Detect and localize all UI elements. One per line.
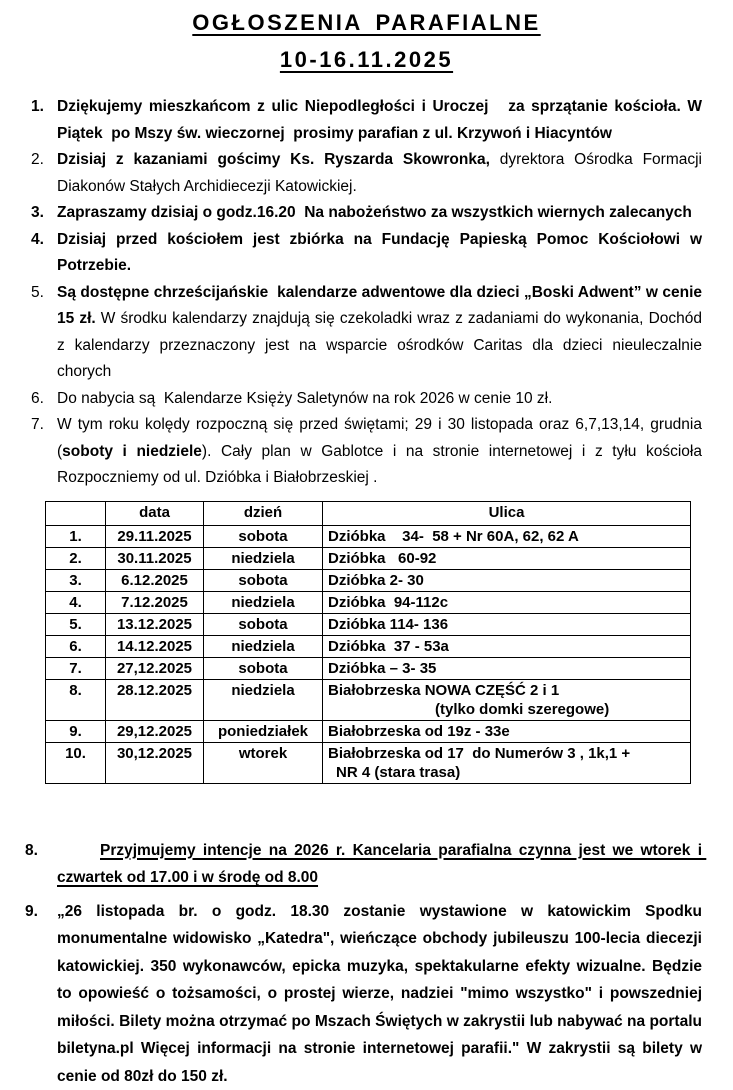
schedule-row <box>46 547 691 569</box>
item-text-segment: dyrektora Ośrodka Formacji Diakonów Stałych Archidiecezji Katowickiej. <box>57 151 706 195</box>
cell-day: sobota <box>204 613 323 635</box>
cell-no: 10. <box>46 742 106 783</box>
item-text-segment: Są dostępne chrześcijańskie kalendarze adwentowe dla dzieci „Boski Adwent” w cenie 15 zł. <box>57 284 706 328</box>
cell-date: 29,12.2025 <box>106 720 204 742</box>
cell-no: 2. <box>46 547 106 569</box>
cell-no: 9. <box>46 720 106 742</box>
cell-day: niedziela <box>204 635 323 657</box>
cell-date: 14.12.2025 <box>106 635 204 657</box>
item-number: 2. <box>31 147 57 200</box>
cell-no: 6. <box>46 635 106 657</box>
cell-street <box>323 635 691 657</box>
item-number: 6. <box>31 386 57 413</box>
announcement-item-4 <box>31 227 702 280</box>
announcement-list-bottom <box>31 837 702 1090</box>
announcement-item-5 <box>31 280 702 386</box>
cell-street <box>323 742 691 783</box>
cell-street <box>323 613 691 635</box>
cell-date: 30.11.2025 <box>106 547 204 569</box>
schedule-row <box>46 679 691 720</box>
street-line-1: Białobrzeska NOWA CZĘŚĆ 2 i 1 <box>328 681 685 700</box>
page-subtitle <box>31 47 702 73</box>
schedule-header-row <box>46 501 691 525</box>
cell-street <box>323 679 691 720</box>
cell-street <box>323 657 691 679</box>
cell-date: 13.12.2025 <box>106 613 204 635</box>
item-text-segment: ). Cały plan w Gablotce i na stronie internetowej i z tyłu kościoła Rozpoczniemy od ul. Dzióbka i Białobrzeskiej . <box>57 443 706 487</box>
cell-no: 8. <box>46 679 106 720</box>
cell-date: 28.12.2025 <box>106 679 204 720</box>
cell-no: 7. <box>46 657 106 679</box>
item-number: 3. <box>31 200 57 227</box>
cell-day: wtorek <box>204 742 323 783</box>
street-line-1: Dzióbka 94-112c <box>328 593 685 612</box>
cell-date: 29.11.2025 <box>106 525 204 547</box>
cell-date: 7.12.2025 <box>106 591 204 613</box>
cell-no: 1. <box>46 525 106 547</box>
street-line-2: NR 4 (stara trasa) <box>328 763 685 782</box>
street-line-2: (tylko domki szeregowe) <box>328 700 685 719</box>
item-text-segment: W środku kalendarzy znajdują się czekoladki wraz z zadaniami do wykonania, Dochód z kalendarzy przeznaczony jest na wsparcie ośrodków Caritas dla dzieci nieuleczalnie chorych <box>57 310 706 380</box>
item-text-segment: Przyjmujemy intencje na 2026 r. Kancelaria parafialna czynna jest we wtorek i czwartek od 17.00 i w środę od 8.00 <box>57 842 706 887</box>
item-number: 4. <box>31 227 57 280</box>
schedule-header-cell <box>46 501 106 525</box>
item-text <box>57 412 702 492</box>
item-text-segment: Dziękujemy mieszkańcom z ulic Niepodległości i Uroczej za sprzątanie kościoła. W Piątek po Mszy św. wieczornej prosimy parafian z ul. Krzywoń i Hiacyntów <box>57 98 706 142</box>
street-line-1: Białobrzeska od 19z - 33e <box>328 722 685 741</box>
item-text-segment: Dzisiaj z kazaniami gościmy Ks. Ryszarda Skowronka, <box>57 151 500 168</box>
street-line-1: Białobrzeska od 17 do Numerów 3 , 1k,1 + <box>328 744 685 763</box>
street-line-1: Dzióbka 2- 30 <box>328 571 685 590</box>
cell-day: poniedziałek <box>204 720 323 742</box>
item-text-segment: W tym roku kolędy rozpoczną się przed świętami; 29 i 30 listopada oraz 6,7,13,14, grudnia ( <box>57 416 706 460</box>
cell-day: niedziela <box>204 591 323 613</box>
schedule-row <box>46 525 691 547</box>
page-subtitle-text: 10-16.11.2025 <box>280 47 453 72</box>
carol-visit-schedule-table <box>45 501 691 784</box>
page-title-text: OGŁOSZENIA PARAFIALNE <box>192 10 540 35</box>
cell-date: 30,12.2025 <box>106 742 204 783</box>
cell-day: sobota <box>204 569 323 591</box>
schedule-row <box>46 657 691 679</box>
announcement-item-1 <box>31 94 702 147</box>
schedule-row <box>46 635 691 657</box>
item-number: 8. <box>25 837 57 892</box>
street-line-1: Dzióbka 34- 58 + Nr 60A, 62, 62 A <box>328 527 685 546</box>
announcement-item-6 <box>31 386 702 413</box>
announcement-item-8 <box>25 837 702 892</box>
item-text <box>57 200 702 227</box>
item-text <box>57 147 702 200</box>
street-line-1: Dzióbka 114- 136 <box>328 615 685 634</box>
street-line-1: Dzióbka – 3- 35 <box>328 659 685 678</box>
cell-date: 6.12.2025 <box>106 569 204 591</box>
schedule-header-cell: Ulica <box>323 501 691 525</box>
cell-street <box>323 569 691 591</box>
item-text <box>57 280 702 386</box>
item-text <box>57 837 702 892</box>
cell-day: sobota <box>204 525 323 547</box>
street-line-1: Dzióbka 37 - 53a <box>328 637 685 656</box>
cell-no: 4. <box>46 591 106 613</box>
item-text <box>57 898 702 1090</box>
street-line-1: Dzióbka 60-92 <box>328 549 685 568</box>
schedule-row <box>46 613 691 635</box>
announcement-item-3 <box>31 200 702 227</box>
schedule-header-cell: data <box>106 501 204 525</box>
item-text-segment: Do nabycia są Kalendarze Księży Saletynów na rok 2026 w cenie 10 zł. <box>57 390 552 407</box>
item-text-segment: soboty i niedziele <box>62 443 202 460</box>
item-text <box>57 94 702 147</box>
cell-day: sobota <box>204 657 323 679</box>
page-title <box>31 10 702 36</box>
announcement-item-2 <box>31 147 702 200</box>
cell-date: 27,12.2025 <box>106 657 204 679</box>
item-number: 9. <box>25 898 57 1090</box>
schedule-row <box>46 742 691 783</box>
cell-day: niedziela <box>204 547 323 569</box>
schedule-row <box>46 591 691 613</box>
cell-street <box>323 547 691 569</box>
cell-street <box>323 720 691 742</box>
item-text <box>57 386 702 413</box>
cell-day: niedziela <box>204 679 323 720</box>
item-text-segment: Dzisiaj przed kościołem jest zbiórka na Fundację Papieską Pomoc Kościołowi w Potrzebie. <box>57 231 706 275</box>
schedule-row <box>46 720 691 742</box>
schedule-header-cell: dzień <box>204 501 323 525</box>
announcement-item-9 <box>25 898 702 1090</box>
cell-street <box>323 591 691 613</box>
item-number: 5. <box>31 280 57 386</box>
item-text-segment: „26 listopada br. o godz. 18.30 zostanie wystawione w katowickim Spodku monumentalne widowisko „Katedra", wieńczące obchody jubileuszu 100-lecia diecezji katowickiej. 350 wykonawców, epicka muzyka, spektakularne efekty wizualne. Będzie to opowieść o tożsamości, o prostej wierze, nadziei "mimo wszystko" i powszedniej miłości. Bilety można otrzymać po Mszach Świętych w zakrystii lub nabywać na portalu biletyna.pl Więcej informacji na stronie internetowej parafii." W zakrystii są bilety w cenie od 80zł do 150 zł. <box>57 903 706 1085</box>
announcement-list-top <box>31 94 702 492</box>
announcement-item-7 <box>31 412 702 492</box>
cell-no: 3. <box>46 569 106 591</box>
item-text-segment: Zapraszamy dzisiaj o godz.16.20 Na nabożeństwo za wszystkich wiernych zalecanych <box>57 204 692 221</box>
schedule-row <box>46 569 691 591</box>
item-number: 1. <box>31 94 57 147</box>
cell-no: 5. <box>46 613 106 635</box>
cell-street <box>323 525 691 547</box>
item-number: 7. <box>31 412 57 492</box>
item-text <box>57 227 702 280</box>
